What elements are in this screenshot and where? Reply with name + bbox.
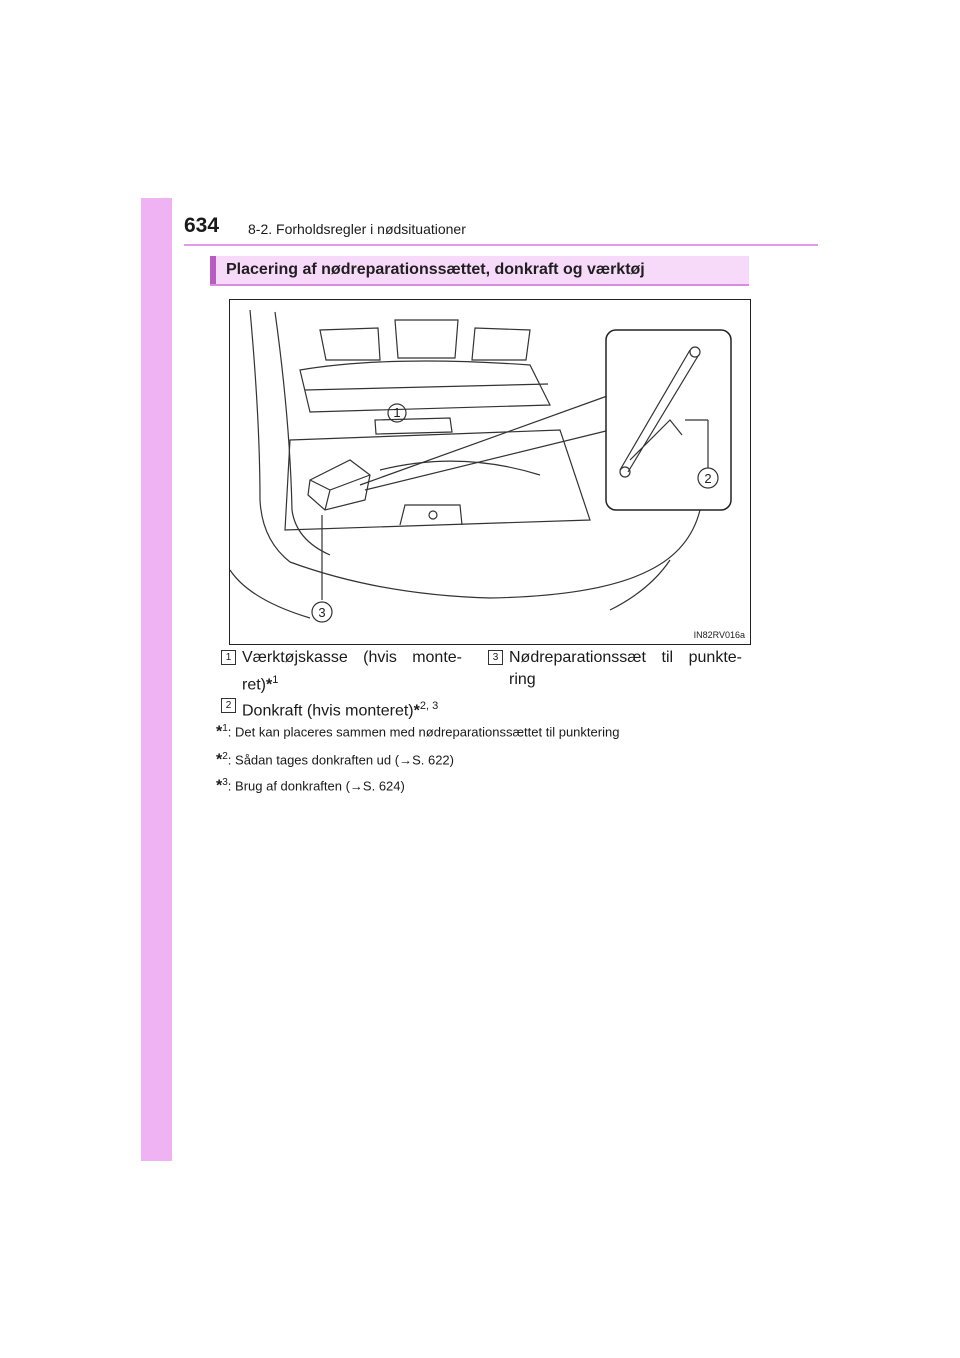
footnote-2-sup: 2 [222,751,228,762]
footnote-3-star: * [216,777,223,795]
page-number: 634 [184,214,220,237]
legend-ref-2-sup: 2, 3 [419,700,439,712]
callout-3-label: 3 [318,605,326,620]
legend-text-2-label: Donkraft (hvis monteret) [242,702,414,720]
footnote-3 [216,777,405,795]
header-rule [184,244,818,246]
footnote-3-sup: 3 [222,777,228,788]
footnote-2-text: : Sådan tages donkraften ud (→S. 622) [227,752,454,768]
legend-text-2 [242,695,438,722]
footnote-1-text: : Det kan placeres sammen med nødreparationssættet til punktering [227,724,620,740]
side-tab [141,198,172,1161]
callout-2-label: 2 [704,471,712,486]
chapter-title: 8-2. Forholdsregler i nødsituationer [248,221,466,237]
trunk-illustration [229,299,751,645]
legend-text-3-line2: ring [509,671,536,688]
legend-num-2: 2 [221,698,236,713]
legend-ref-1: * [266,676,273,694]
section-title: Placering af nødreparationssættet, donkraft og værktøj [226,261,645,278]
callout-1-label: 1 [393,405,401,420]
trunk-drawing [230,300,750,644]
footnote-2-star: * [216,751,223,769]
legend-text-1-end: ret) [242,676,266,694]
figure-code: IN82RV016a [693,630,745,640]
footnote-3-text: : Brug af donkraften (→S. 624) [227,778,405,794]
footnote-2 [216,751,454,769]
legend-ref-1-sup: 1 [272,674,279,686]
legend-num-3: 3 [488,650,503,665]
legend-num-1: 1 [221,650,236,665]
legend-text-1-line1: Værktøjskasse (hvis monte- [242,649,462,666]
footnote-1 [216,723,619,741]
legend-text-3-line1: Nødreparationssæt til punkte- [509,649,742,666]
legend-text-1-line2 [242,669,278,696]
footnote-1-star: * [216,723,223,741]
legend-ref-2: * [413,702,420,720]
section-marker [210,256,216,284]
section-heading [210,256,749,286]
footnote-1-sup: 1 [222,723,228,734]
